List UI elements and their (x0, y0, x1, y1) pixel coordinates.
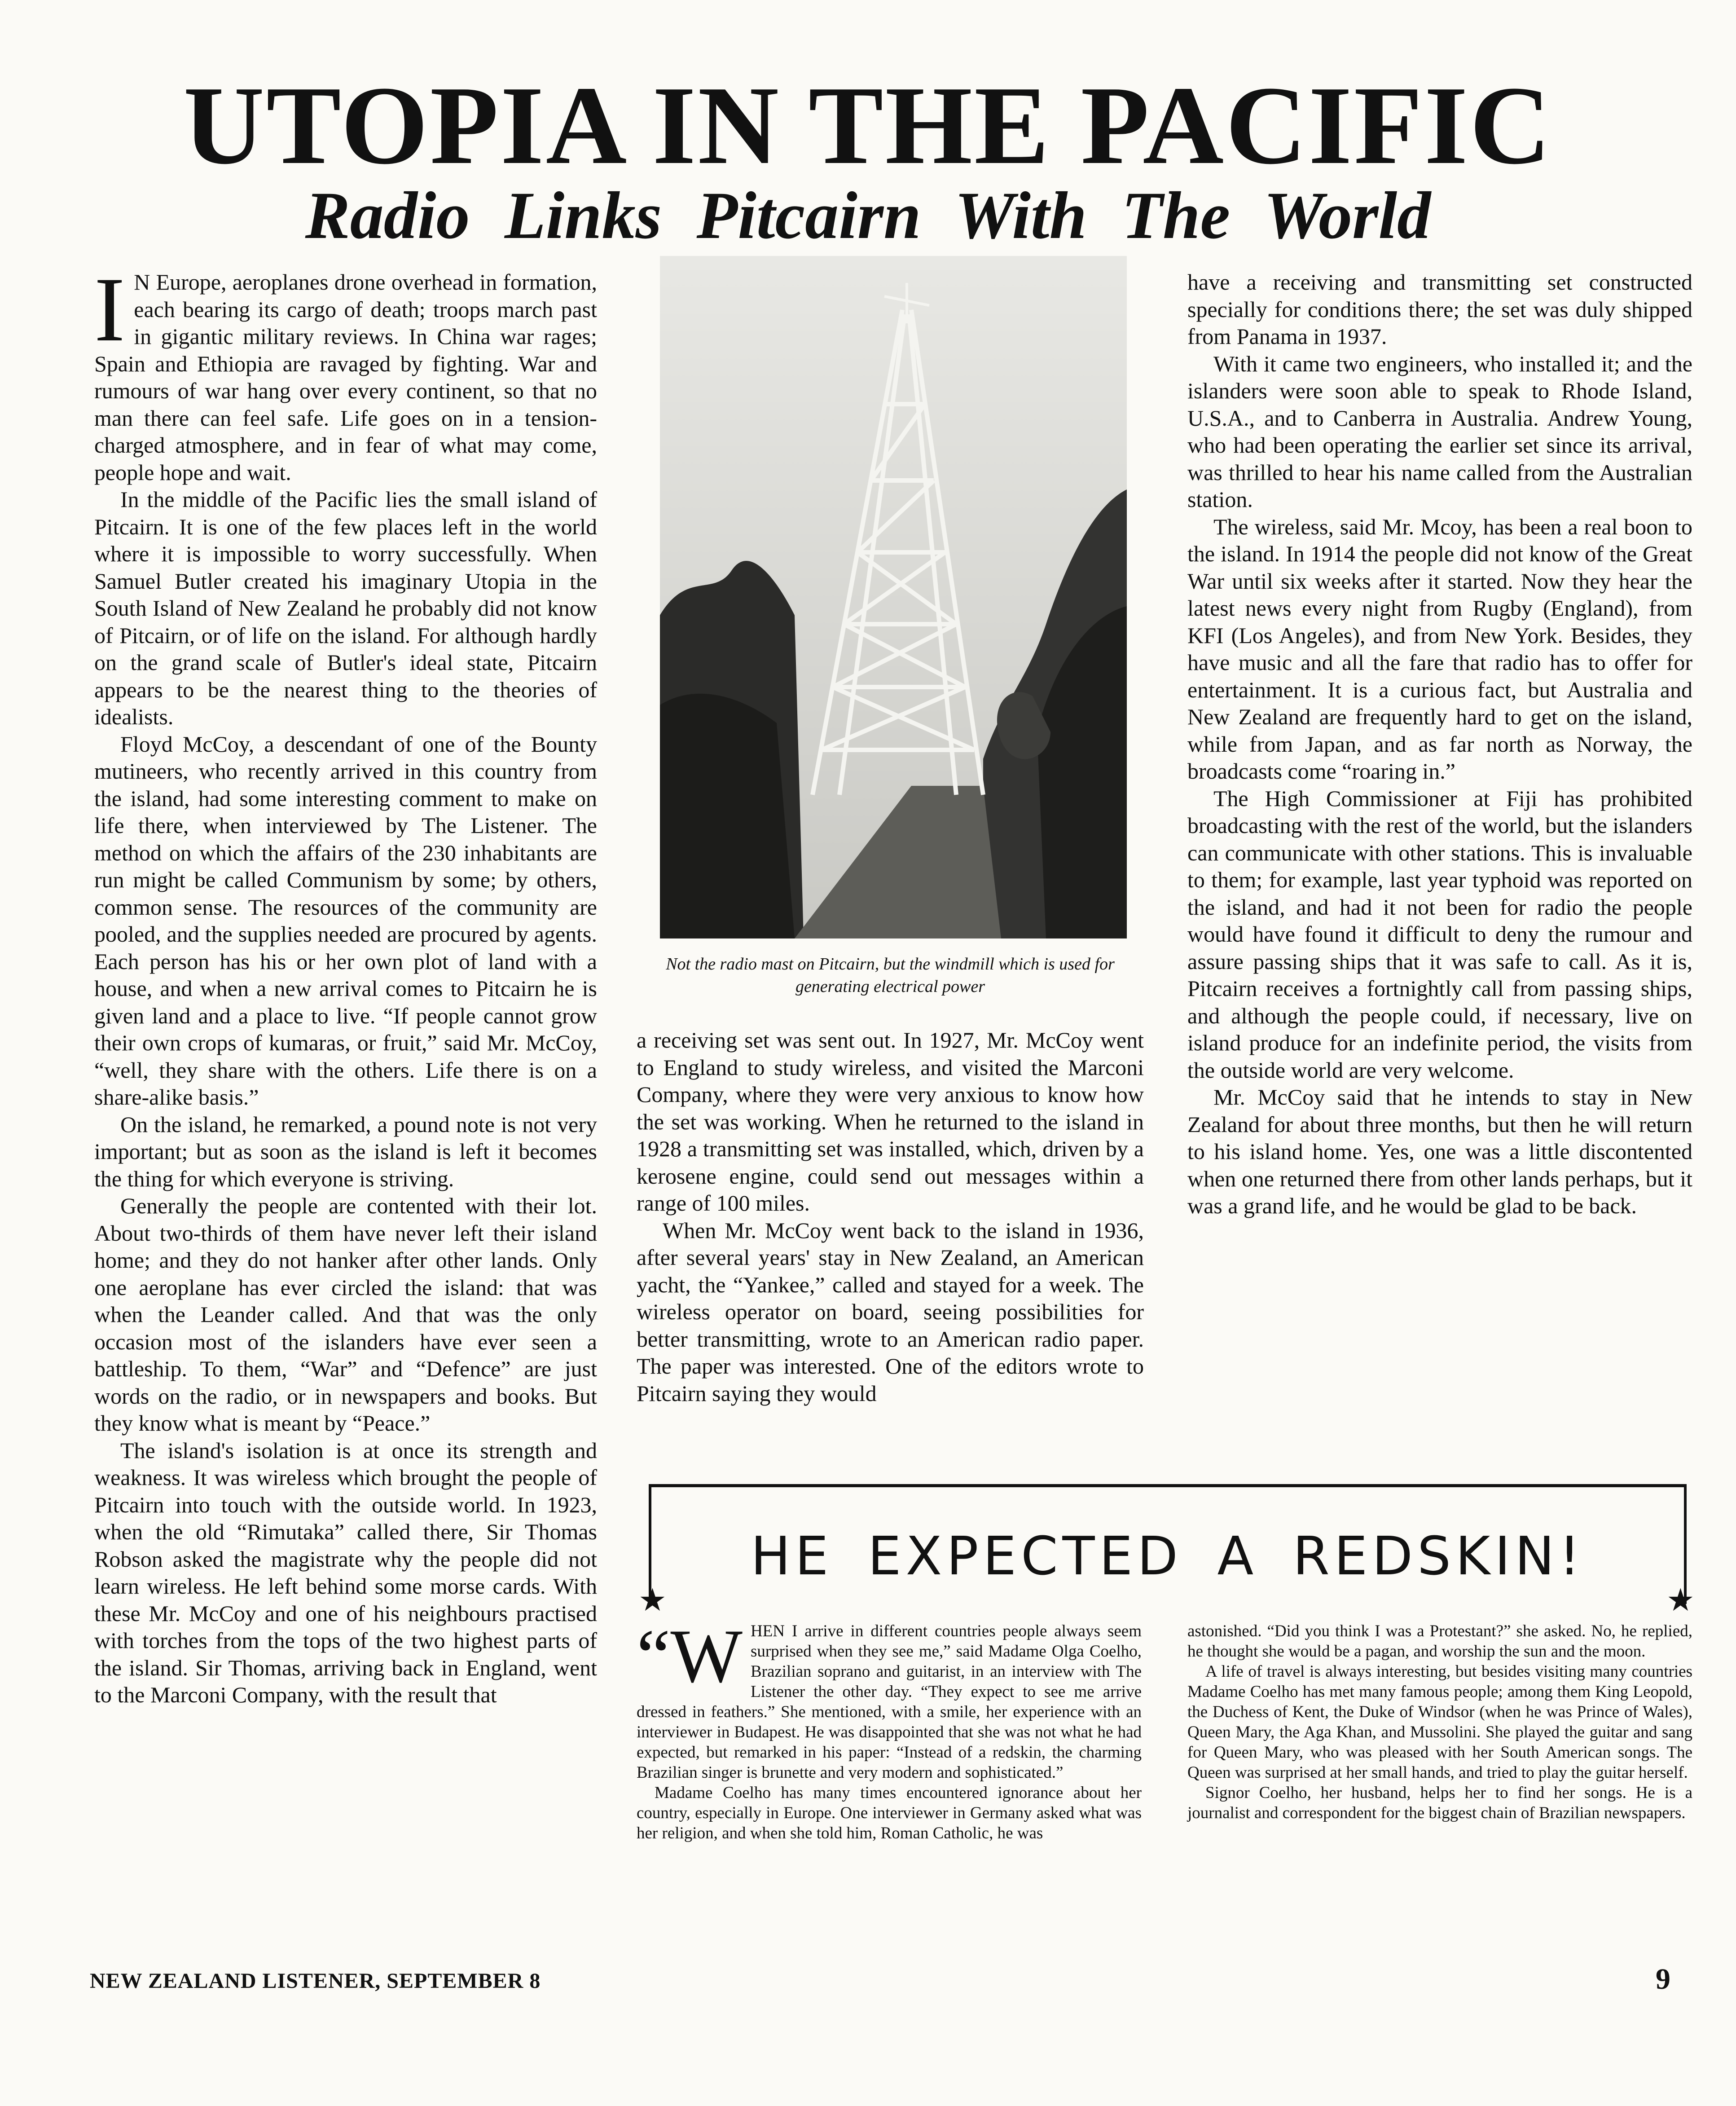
article-column-right (1187, 269, 1692, 1220)
sidebar-paragraph: “W HEN I arrive in different countries people always seem surprised when they see me,” said Madame Olga Coelho, Brazilian soprano and guitarist, in an interview with The Listener the other day. “They expect to see me arrive dressed in feathers.” She mentioned, with a smile, her experience with an interviewer in Budapest. He was disappointed that she was not what he had expected, but remarked in his paper: “Instead of a redskin, the charming Brazilian singer is brunette and very modern and sophisticated.” (637, 1614, 1142, 1782)
article-paragraph: Generally the people are contented with their lot. About two-thirds of them have never left their island home; and they do not hanker after other lands. Only one aeroplane has ever circled the island: that was when the Leander called. And that was the only occasion most of the islanders have ever seen a battleship. To them, “War” and “Defence” are just words on the radio, or in newspapers and books. But they know what is meant by “Peace.” (94, 1193, 597, 1436)
article-paragraph: On the island, he remarked, a pound note is not very important; but as soon as the island is left it becomes the thing for which everyone is striving. (94, 1111, 597, 1191)
publication-footer: NEW ZEALAND LISTENER, SEPTEMBER 8 (90, 1969, 541, 1993)
star-icon: ★ (1666, 1583, 1695, 1618)
article-paragraph: a receiving set was sent out. In 1927, Mr. McCoy went to England to study wireless, and visited the Marconi Company, where they were very anxious to know how the set was working. When he returned to the island in 1928 a transmitting set was installed, which, driven by a kerosene engine, could send out messages within a range of 100 miles. (637, 1027, 1144, 1216)
sidebar-column-right (1187, 1621, 1692, 1823)
article-paragraph: Floyd McCoy, a descendant of one of the Bounty mutineers, who recently arrived in this country from the island, had some interesting comment to make on life there, when interviewed by The Listener. The method on which the affairs of the 230 inhabitants are run might be called Communism by some; by others, common sense. The resources of the community are pooled, and the supplies needed are procured by agents. Each person has his or her own plot of land with a house, and when a new arrival comes to Pitcairn he is given land and a place to live. “If people cannot grow their own crops of kumaras, or fruit,” said Mr. McCoy, “well, they share with the others. Life there is on a share-alike basis.” (94, 731, 597, 1110)
article-paragraph: When Mr. McCoy went back to the island in 1936, after several years' stay in New Zealand, an American yacht, the “Yankee,” called and stayed for a week. The wireless operator on board, seeing possibilities for better transmitting, wrote to an American radio paper. The paper was interested. One of the editors wrote to Pitcairn saying they would (637, 1217, 1144, 1406)
drop-cap: I (94, 259, 125, 361)
article-column-middle (637, 1027, 1144, 1407)
article-paragraph: I N Europe, aeroplanes drone overhead in formation, each bearing its cargo of death; troops march past in gigantic military reviews. In China war rages; Spain and Ethiopia are ravaged by fighting. War and rumours of war hang over every continent, so that no man there can feel safe. Life goes on in a tension-charged atmosphere, and in fear of what may come, people hope and wait. (94, 259, 597, 485)
sidebar-paragraph: astonished. “Did you think I was a Protestant?” she asked. No, he replied, he thought she would be a pagan, and worship the sun and the moon. (1187, 1622, 1692, 1661)
sidebar-paragraph: Madame Coelho has many times encountered ignorance about her country, especially in Europe. One interviewer in Germany asked what was her religion, and when she told him, Roman Catholic, he was (637, 1784, 1142, 1842)
subheadline: Radio Links Pitcairn With The World (305, 178, 1431, 253)
star-icon: ★ (638, 1583, 667, 1618)
article-paragraph: In the middle of the Pacific lies the small island of Pitcairn. It is one of the few places left in the world where it is impossible to worry successfully. When Samuel Butler created his imaginary Utopia in the South Island of New Zealand he probably did not know of Pitcairn, or of life on the island. For although hardly on the grand scale of Butler's ideal state, Pitcairn appears to be the nearest thing to the theories of idealists. (94, 487, 597, 729)
article-paragraph: have a receiving and transmitting set constructed specially for conditions there; the set was duly shipped from Panama in 1937. (1187, 269, 1692, 349)
photo-caption: Not the radio mast on Pitcairn, but the windmill which is used for generating electrical power (666, 955, 1115, 996)
sidebar-headline: HE EXPECTED A REDSKIN! (751, 1525, 1585, 1587)
sidebar-paragraph: Signor Coelho, her husband, helps her to find her songs. He is a journalist and correspondent for the biggest chain of Brazilian newspapers. (1187, 1784, 1692, 1822)
windmill-photo (660, 256, 1127, 938)
sidebar-paragraph: A life of travel is always interesting, but besides visiting many countries Madame Coelho has met many famous people; among them King Leopold, the Duchess of Kent, the Duke of Windsor (when he was Prince of Wales), Queen Mary, the Aga Khan, and Mussolini. She played the guitar and sang for Queen Mary, who was pleased with her South American songs. The Queen was surprised at her small hands, and tried to play the guitar herself. (1187, 1662, 1692, 1782)
page-number: 9 (1656, 1963, 1670, 1996)
article-paragraph: The wireless, said Mr. Mcoy, has been a real boon to the island. In 1914 the people did not know of the Great War until six weeks after it started. Now they hear the latest news every night from Rugby (England), from KFI (Los Angeles), and from New York. Besides, they have music and all the fare that radio has to offer for entertainment. It is a curious fact, but Australia and New Zealand are frequently hard to get on the island, while from Japan, and as far north as Norway, the broadcasts come “roaring in.” (1187, 514, 1692, 784)
windmill-illustration (660, 256, 1127, 938)
article-paragraph: The island's isolation is at once its strength and weakness. It was wireless which brought the people of Pitcairn into touch with the outside world. In 1923, when the old “Rimutaka” called there, Sir Thomas Robson asked the magistrate why the people did not learn wireless. He left behind some morse cards. With these Mr. McCoy and one of his neighbours practised with torches from the tops of the two highest parts of the island. Sir Thomas, arriving back in England, went to the Marconi Company, with the result that (94, 1437, 597, 1707)
article-paragraph: The High Commissioner at Fiji has prohibited broadcasting with the rest of the world, but the islanders can communicate with other stations. This is invaluable to them; for example, last year typhoid was reported on the island, and had it not been for radio the people would have found it difficult to deny the rumour and assure passing ships that it was safe to call. As it is, Pitcairn receives a fortnightly call from passing ships, and although the people could, if necessary, live on island produce for an indefinite period, the visits from the outside world are very welcome. (1187, 785, 1692, 1083)
headline: UTOPIA IN THE PACIFIC (183, 63, 1553, 188)
article-paragraph: Mr. McCoy said that he intends to stay in New Zealand for about three months, but then he will return to his island home. Yes, one was a little discontented when one returned there from other lands perhaps, but it was a grand life, and he would be glad to be back. (1187, 1084, 1692, 1218)
drop-cap: “W (637, 1614, 743, 1698)
article-paragraph: With it came two engineers, who installed it; and the islanders were soon able to speak to Rhode Island, U.S.A., and to Canberra in Australia. Andrew Young, who had been operating the earlier set since its arrival, was thrilled to hear his name called from the Australian station. (1187, 351, 1692, 512)
article-column-left (94, 259, 597, 1709)
sidebar-column-left (637, 1614, 1142, 1843)
